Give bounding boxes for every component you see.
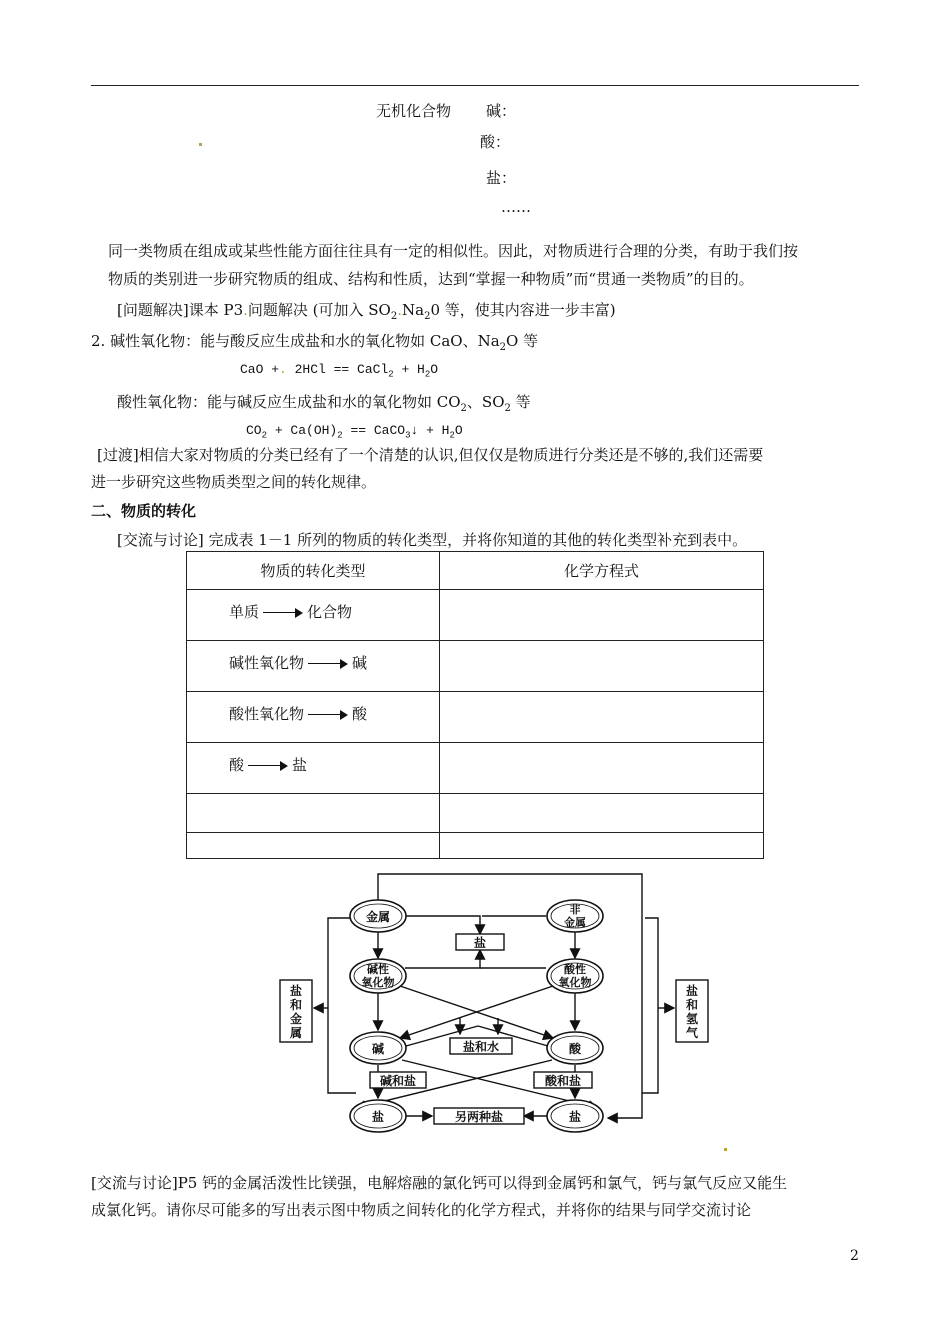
equation-co2-caoh2: $CO_2 + Ca(OH)_2$ == CaCO$_3$↓ + $H_2O$ [246, 423, 463, 441]
table-row: 单质 化合物 [187, 590, 764, 641]
classification-root: 无机化合物 [376, 102, 452, 120]
table-row [187, 833, 764, 859]
page-number: 2 [850, 1248, 859, 1264]
acid-oxide-label-1: 酸性 [564, 963, 586, 976]
equation-cao-hcl: CaO +. 2HCl == CaCl$_2$ + $H_2O$ [240, 362, 439, 380]
intro-line-2: 物质的类别进一步研究物质的组成、结构和性质，达到“掌握一种物质”而“贯通一类物质”的目的。 [108, 270, 754, 288]
section-heading: 二、物质的转化 [91, 502, 197, 520]
type-cell[interactable] [187, 794, 440, 833]
discussion-prompt: [交流与讨论] 完成表 1－1 所列的物质的转化类型，并将你知道的其他的转化类型补充到表中。 [117, 531, 748, 549]
equation-cell[interactable] [440, 590, 764, 641]
two-salts-label: 另两种盐 [454, 1110, 504, 1124]
nonmetal-label-1: 非 [569, 903, 581, 916]
salt-water-label: 盐和水 [462, 1040, 500, 1054]
acid-salt-label: 酸和盐 [544, 1074, 582, 1088]
side-right-1: 盐 [685, 984, 699, 998]
equation-cell[interactable] [440, 743, 764, 794]
classification-acid: 酸： [480, 133, 511, 151]
table-header-type: 物质的转化类型 [187, 552, 440, 590]
salt-left-label: 盐 [371, 1110, 385, 1124]
table-row: 碱性氧化物 碱 [187, 641, 764, 692]
transition-line-1: [过渡]相信大家对物质的分类已经有了一个清楚的认识,但仅仅是物质进行分类还是不够的,我们还需要 [97, 446, 764, 464]
equation-cell[interactable] [440, 641, 764, 692]
side-right-3: 氢 [685, 1012, 699, 1026]
acid-label: 酸 [568, 1042, 582, 1056]
acid-oxide-label-2: 氧化物 [558, 976, 592, 989]
transition-line-2: 进一步研究这些物质类型之间的转化规律。 [91, 473, 377, 491]
conversion-diagram [270, 868, 720, 1148]
equation-cell[interactable] [440, 833, 764, 859]
arrow-icon [263, 608, 303, 618]
side-left-2: 和 [289, 998, 303, 1012]
acid-oxide-definition: 酸性氧化物：能与碱反应生成盐和水的氧化物如 $CO_2$、$SO_2$ 等 [117, 393, 531, 414]
intro-line-1: 同一类物质在组成或某些性能方面往往具有一定的相似性。因此，对物质进行合理的分类，有助于我们按 [108, 242, 799, 260]
problem-solving-line: [问题解决]课本 P3.问题解决 (可加入 $SO_2.Na_20$ 等，使其内容进一步丰富) [117, 301, 616, 322]
side-left-3: 金 [289, 1012, 303, 1026]
header-rule [91, 85, 859, 86]
metal-label: 金属 [365, 910, 391, 924]
type-cell[interactable] [187, 833, 440, 859]
table-header-equation: 化学方程式 [440, 552, 764, 590]
basic-oxide-label-1: 碱性 [367, 963, 389, 976]
nonmetal-label-2: 金属 [564, 916, 586, 929]
arrow-icon [248, 761, 288, 771]
classification-base: 碱： [486, 102, 517, 120]
basic-oxide-label-2: 氧化物 [361, 976, 395, 989]
salt-top-label: 盐 [473, 936, 487, 950]
side-left-1: 盐 [289, 984, 303, 998]
table-row [187, 794, 764, 833]
classification-salt: 盐： [486, 169, 517, 187]
side-left-4: 属 [289, 1026, 303, 1040]
bottom-discussion-line-2: 成氯化钙。请你尽可能多的写出表示图中物质之间转化的化学方程式，并将你的结果与同学交流讨论 [91, 1201, 752, 1219]
base-salt-label: 碱和盐 [379, 1074, 417, 1088]
stray-dot [724, 1148, 727, 1151]
basic-oxide-definition: 2. 碱性氧化物：能与酸反应生成盐和水的氧化物如 CaO、$Na_2O$ 等 [91, 332, 539, 353]
base-label: 碱 [371, 1042, 385, 1056]
equation-cell[interactable] [440, 794, 764, 833]
classification-ellipsis: …… [501, 198, 531, 216]
equation-cell[interactable] [440, 692, 764, 743]
arrow-icon [308, 710, 348, 720]
table-row: 酸 盐 [187, 743, 764, 794]
conversion-table [186, 551, 764, 859]
arrow-icon [308, 659, 348, 669]
table-row: 酸性氧化物 酸 [187, 692, 764, 743]
bottom-discussion-line-1: [交流与讨论]P5 钙的金属活泼性比镁强，电解熔融的氯化钙可以得到金属钙和氯气，钙与氯气反应又能生 [91, 1174, 788, 1192]
side-right-4: 气 [685, 1026, 699, 1040]
side-right-2: 和 [685, 998, 699, 1012]
stray-dot [199, 143, 202, 146]
salt-right-label: 盐 [568, 1110, 582, 1124]
